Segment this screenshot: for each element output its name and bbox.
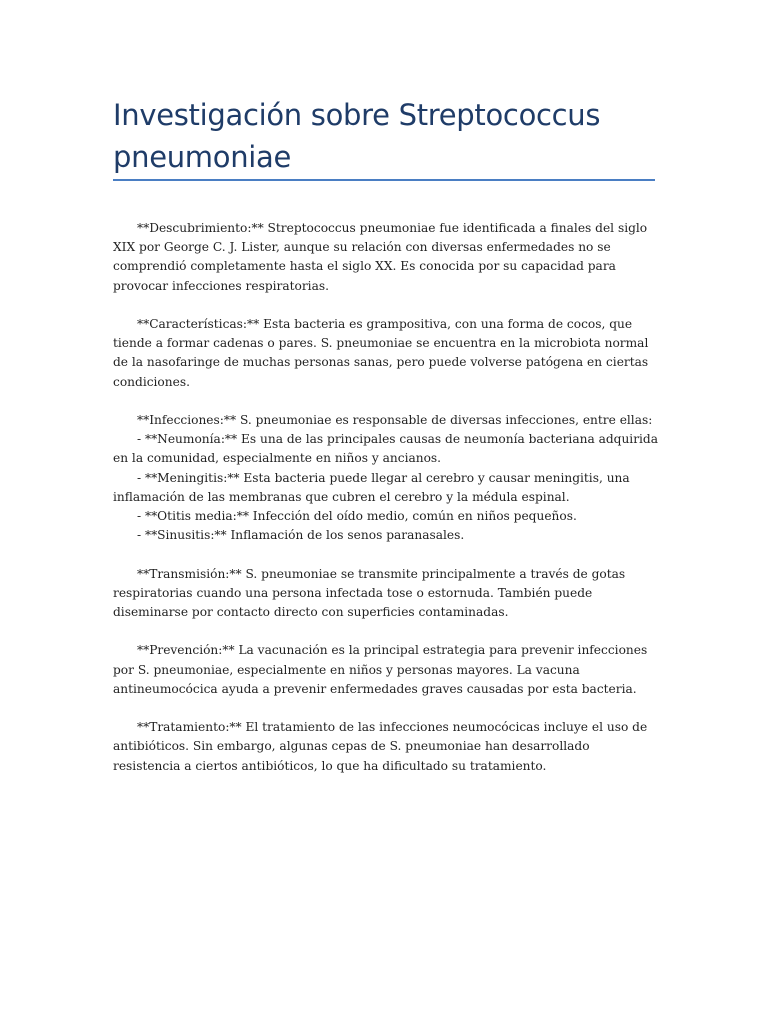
infection-list bbox=[113, 430, 658, 545]
title-underline bbox=[113, 179, 655, 181]
list-item-sinusitis: - **Sinusitis:** Inflamación de los senos paranasales. bbox=[137, 528, 465, 543]
list-item-meningitis: - **Meningitis:** Esta bacteria puede llegar al cerebro y causar meningitis, una inflamación de las membranas que cubren el cerebro y la médula espinal. bbox=[113, 470, 630, 504]
paragraph-transmision: **Transmisión:** S. pneumoniae se transmite principalmente a través de gotas respiratorias cuando una persona infectada tose o estornuda. También puede diseminarse por contacto directo con superficies contaminadas. bbox=[113, 566, 626, 620]
paragraph-infecciones: **Infecciones:** S. pneumoniae es responsable de diversas infecciones, entre ellas: bbox=[137, 413, 653, 427]
document-title: Investigación sobre Streptococcus pneumoniae bbox=[113, 98, 601, 174]
document-body bbox=[113, 219, 658, 795]
list-item-otitis: - **Otitis media:** Infección del oído medio, común en niños pequeños. bbox=[137, 509, 577, 524]
paragraph-prevencion: **Prevención:** La vacunación es la principal estrategia para prevenir infecciones por S. pneumoniae, especialmente en niños y personas mayores. La vacuna antineumocócica ayuda a prevenir enfermedades graves causadas por esta bacteria. bbox=[113, 643, 648, 696]
paragraph-caracteristicas: **Características:** Esta bacteria es grampositiva, con una forma de cocos, que tiende a formar cadenas o pares. S. pneumoniae se encuentra en la microbiota normal de la nasofaringe de muchas personas sanas, pero puede volverse patógena en ciertas condiciones. bbox=[113, 317, 649, 389]
paragraph-descubrimiento: **Descubrimiento:** Streptococcus pneumoniae fue identificada a finales del siglo XIX por George C. J. Lister, aunque su relación con diversas enfermedades no se comprendió completamente hasta el siglo XX. Es conocida por su capacidad para provocar infecciones respiratorias. bbox=[113, 221, 648, 293]
paragraph-tratamiento: **Tratamiento:** El tratamiento de las infecciones neumocócicas incluye el uso de antibióticos. Sin embargo, algunas cepas de S. pneumoniae han desarrollado resistencia a ciertos antibióticos, lo que ha dificultado su tratamiento. bbox=[113, 720, 648, 773]
list-item-neumonia: - **Neumonía:** Es una de las principales causas de neumonía bacteriana adquirida en la comunidad, especialmente en niños y ancianos. bbox=[113, 432, 658, 466]
